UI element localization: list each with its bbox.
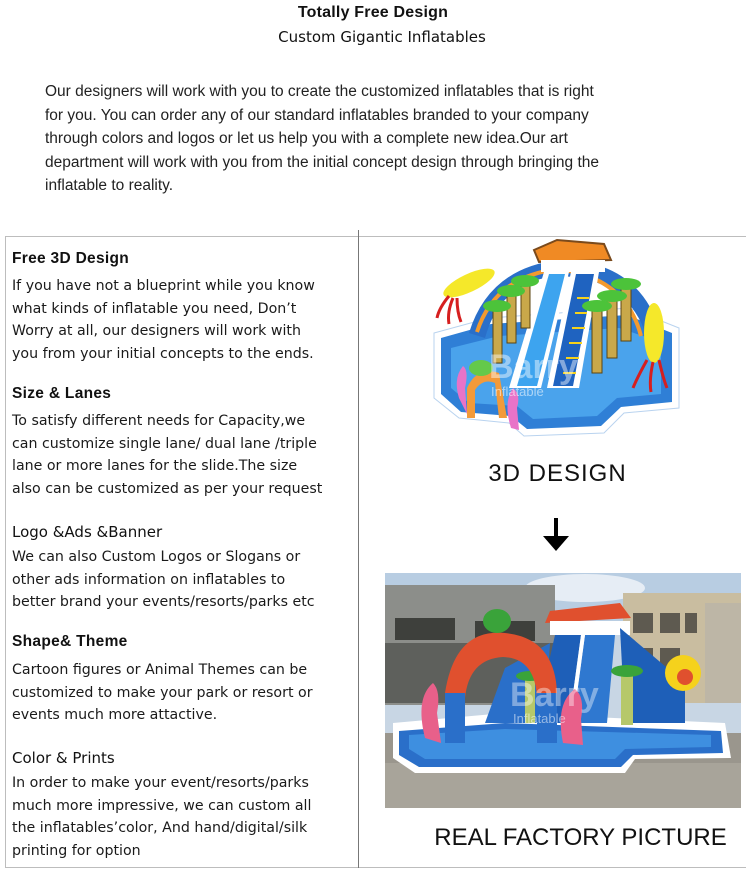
body-line: To satisfy different needs for Capacity,we [12, 413, 306, 429]
3d-design-caption: 3D DESIGN [488, 460, 627, 487]
header-title: Totally Free Design [297, 4, 449, 21]
section-body-free-3d-design [12, 275, 315, 365]
arrow-down-icon [541, 518, 571, 552]
svg-text:Barry: Barry [510, 676, 599, 714]
section-title-color-prints: Color & Prints [12, 749, 115, 767]
intro-line: inflatable to reality. [45, 177, 174, 194]
body-line: In order to make your event/resorts/parks [12, 775, 309, 791]
intro-paragraph [45, 80, 705, 198]
body-line: better brand your events/resorts/parks etc [12, 594, 315, 610]
body-line: events much more attactive. [12, 707, 218, 723]
images-column [359, 236, 746, 868]
section-body-color-prints [12, 772, 311, 862]
body-line: can customize single lane/ dual lane /triple [12, 435, 317, 452]
real-factory-photo [385, 573, 741, 808]
body-line: also can be customized as per your request [12, 480, 323, 497]
intro-line: through colors and logos or let us help you with a complete new idea.Our art [45, 130, 568, 147]
body-line: the inflatables’color, And hand/digital/silk [12, 820, 308, 836]
body-line: other ads information on inflatables to [12, 571, 286, 588]
section-title-size-lanes: Size & Lanes [12, 385, 112, 402]
header-subtitle: Custom Gigantic Inflatables [278, 28, 486, 46]
body-line: much more impressive, we can custom all [12, 797, 312, 814]
body-line: what kinds of inflatable you need, Don’t [12, 300, 297, 317]
svg-text:Inflatable: Inflatable [513, 711, 566, 726]
real-factory-caption: REAL FACTORY PICTURE [434, 824, 727, 851]
body-line: Cartoon figures or Animal Themes can be [12, 662, 308, 678]
svg-text:Barry: Barry [489, 348, 578, 386]
intro-line: department will work with you from the initial concept design through bringing the [45, 153, 599, 171]
intro-line: Our designers will work with you to create the customized inflatables that is right [45, 83, 594, 100]
section-body-shape-theme [12, 659, 313, 727]
body-line: you from your initial concepts to the ends. [12, 345, 314, 362]
section-title-free-3d-design: Free 3D Design [12, 250, 130, 267]
section-title-shape-theme: Shape& Theme [12, 633, 128, 650]
svg-text:Inflatable: Inflatable [491, 384, 544, 399]
body-line: We can also Custom Logos or Slogans or [12, 549, 301, 565]
body-line: If you have not a blueprint while you know [12, 278, 315, 294]
3d-design-render-image [429, 238, 684, 438]
body-line: printing for option [12, 842, 141, 859]
section-title-logo-ads-banner: Logo &Ads &Banner [12, 523, 163, 541]
body-line: customized to make your park or resort or [12, 684, 313, 701]
body-line: Worry at all, our designers will work with [12, 323, 301, 339]
body-line: lane or more lanes for the slide.The size [12, 458, 298, 474]
section-body-size-lanes [12, 410, 322, 500]
section-body-logo-ads-banner [12, 546, 315, 614]
intro-line: for you. You can order any of our standard inflatables branded to your company [45, 106, 589, 124]
